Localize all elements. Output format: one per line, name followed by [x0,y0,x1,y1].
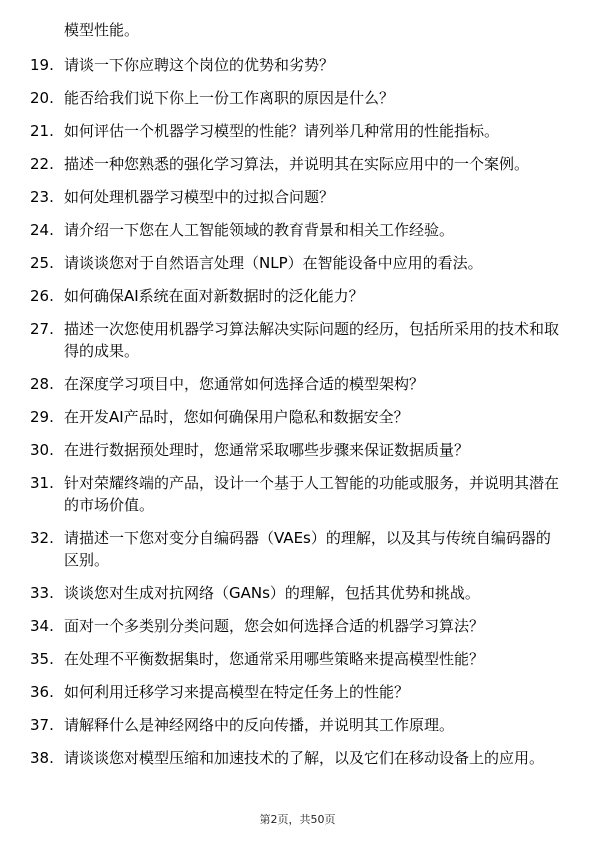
question-number: 29. [30,408,54,426]
question-text: 在处理不平衡数据集时，您通常采用哪些策略来提高模型性能？ [64,650,485,668]
question-number: 21. [30,122,54,140]
question-text: 面对一个多类别分类问题，您会如何选择合适的机器学习算法？ [64,617,485,635]
question-item [30,582,560,604]
question-item [30,252,560,274]
question-text: 请谈谈您对于自然语言处理（NLP）在智能设备中应用的看法。 [64,254,483,272]
question-number: 31. [30,474,54,492]
question-number: 36. [30,683,54,701]
question-item [30,747,560,769]
question-number: 27. [30,320,54,338]
question-item [30,406,560,428]
question-number: 32. [30,529,54,547]
question-item [30,87,560,109]
question-text: 在深度学习项目中，您通常如何选择合适的模型架构？ [64,375,425,393]
question-text: 针对荣耀终端的产品，设计一个基于人工智能的功能或服务，并说明其潜在的市场价值。 [64,474,560,514]
question-number: 37. [30,716,54,734]
question-number: 34. [30,617,54,635]
question-number: 33. [30,584,54,602]
question-item [30,615,560,637]
question-item [30,714,560,736]
question-number: 38. [30,749,54,767]
question-item [30,153,560,175]
question-item [30,648,560,670]
question-item [30,120,560,142]
question-number: 23. [30,188,54,206]
question-number: 22. [30,155,54,173]
question-item [30,285,560,307]
question-text: 在进行数据预处理时，您通常采取哪些步骤来保证数据质量？ [64,441,470,459]
question-item [30,54,560,76]
question-number: 28. [30,375,54,393]
question-item [30,439,560,461]
question-number: 30. [30,441,54,459]
question-number: 35. [30,650,54,668]
question-text: 请谈谈您对模型压缩和加速技术的了解，以及它们在移动设备上的应用。 [64,749,545,767]
question-item [30,527,560,571]
question-text: 如何确保AI系统在面对新数据时的泛化能力？ [64,287,364,305]
question-text: 在开发AI产品时，您如何确保用户隐私和数据安全？ [64,408,409,426]
question-list [30,54,560,780]
page-footer: 第2页，共50页 [259,813,336,826]
question-text: 请解释什么是神经网络中的反向传播，并说明其工作原理。 [64,716,455,734]
question-item [30,219,560,241]
question-text: 请描述一下您对变分自编码器（VAEs）的理解，以及其与传统自编码器的区别。 [64,529,551,569]
question-text: 如何利用迁移学习来提高模型在特定任务上的性能？ [64,683,410,701]
question-text: 描述一次您使用机器学习算法解决实际问题的经历，包括所采用的技术和取得的成果。 [64,320,560,360]
question-text: 谈谈您对生成对抗网络（GANs）的理解，包括其优势和挑战。 [64,584,480,602]
question-number: 26. [30,287,54,305]
continuation-text: 模型性能。 [64,21,140,39]
question-item [30,318,560,362]
question-number: 24. [30,221,54,239]
question-item [30,472,560,516]
question-text: 如何评估一个机器学习模型的性能？请列举几种常用的性能指标。 [64,122,500,140]
question-text: 请谈一下你应聘这个岗位的优势和劣势？ [64,56,335,74]
question-text: 描述一种您熟悉的强化学习算法，并说明其在实际应用中的一个案例。 [64,155,530,173]
question-item [30,681,560,703]
question-number: 25. [30,254,54,272]
question-text: 请介绍一下您在人工智能领域的教育背景和相关工作经验。 [64,221,455,239]
question-text: 能否给我们说下你上一份工作离职的原因是什么？ [64,89,395,107]
question-number: 20. [30,89,54,107]
question-text: 如何处理机器学习模型中的过拟合问题？ [64,188,335,206]
question-item [30,373,560,395]
question-number: 19. [30,56,54,74]
question-item [30,186,560,208]
